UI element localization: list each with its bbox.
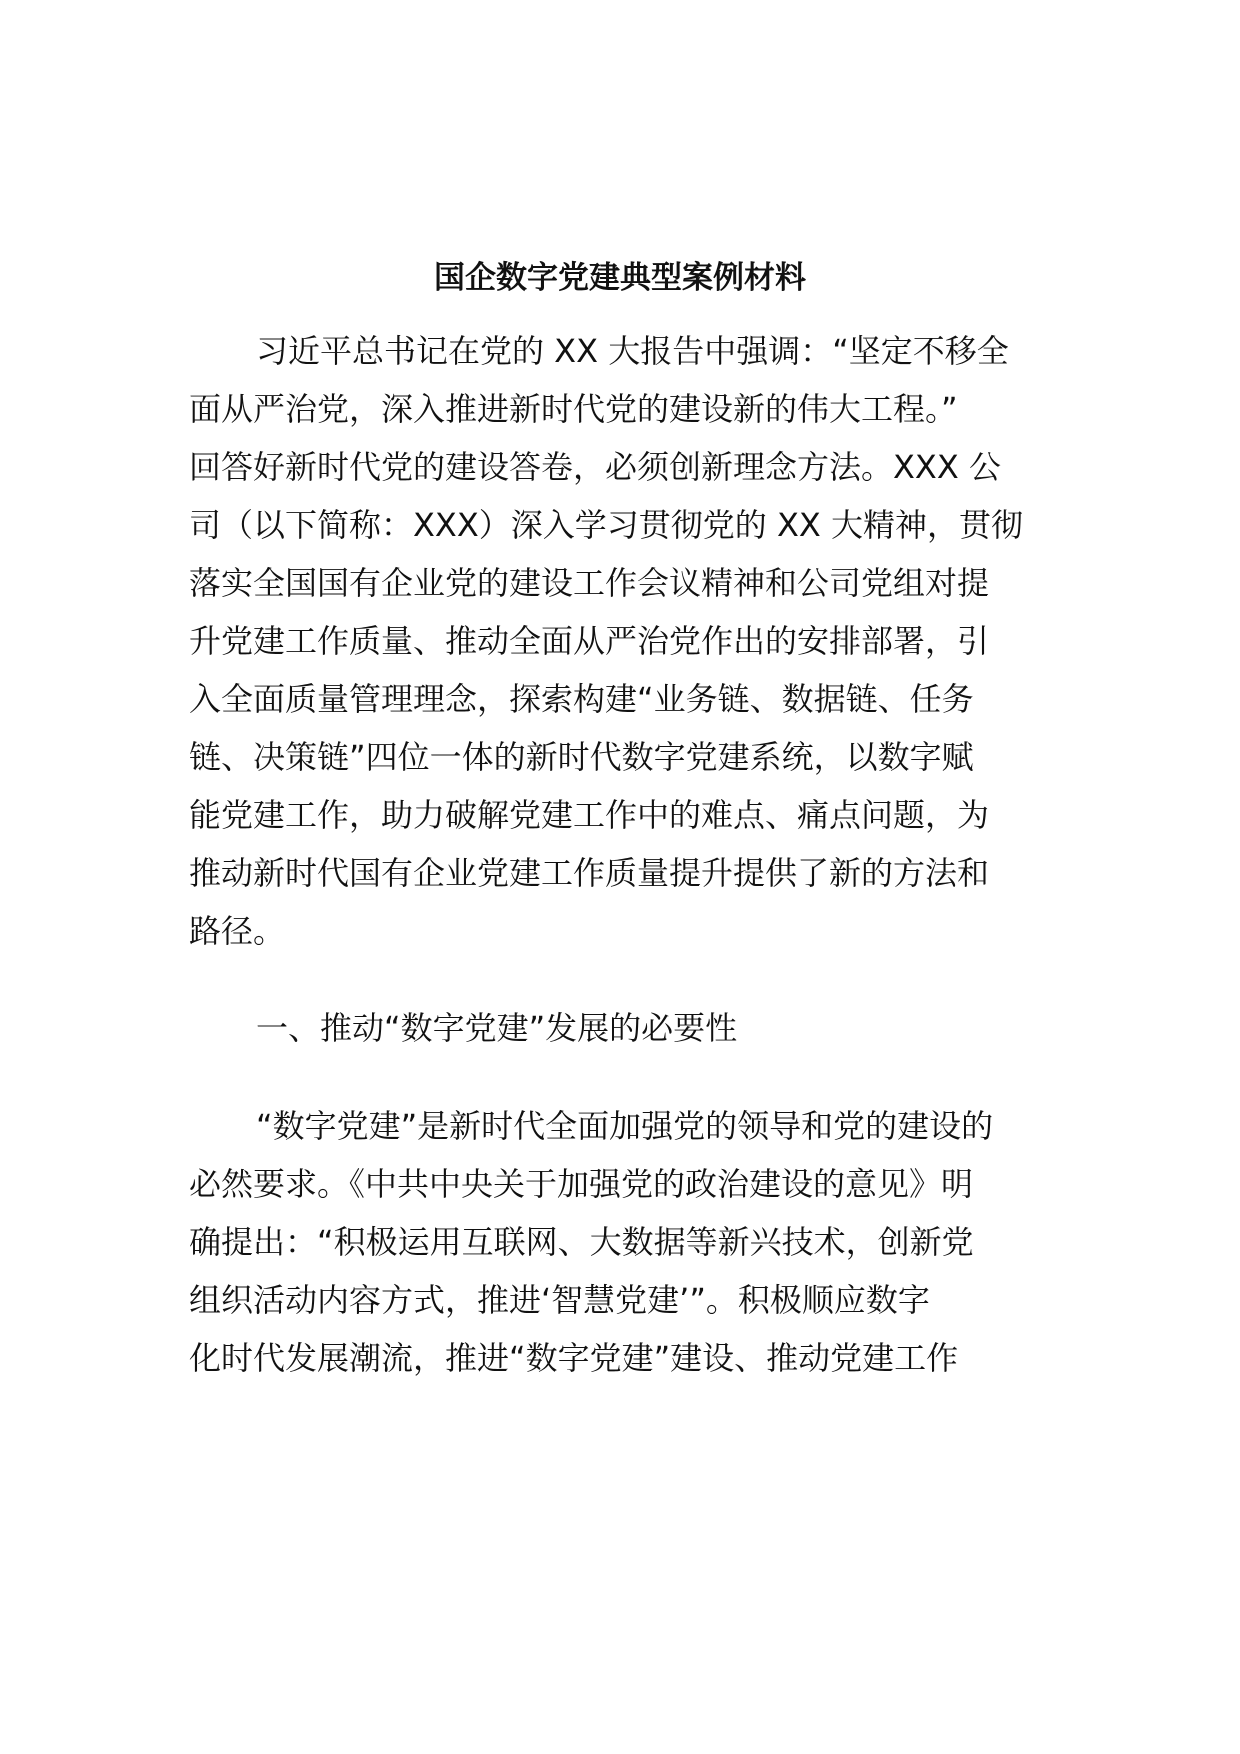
- paragraph-line: 推动新时代国有企业党建工作质量提升提供了新的方法和: [189, 854, 990, 892]
- paragraph-line: 司（以下简称：XXX）深入学习贯彻党的 XX 大精神，贯彻: [189, 506, 1023, 544]
- paragraph-line: 入全面质量管理理念，探索构建“业务链、数据链、任务: [189, 680, 974, 718]
- paragraph-line: 组织活动内容方式，推进‘智慧党建’”。积极顺应数字: [189, 1281, 930, 1319]
- paragraph-line: 确提出：“积极运用互联网、大数据等新兴技术，创新党: [189, 1223, 974, 1261]
- paragraph-line: 路径。: [189, 912, 286, 950]
- paragraph-line: 必然要求。《中共中央关于加强党的政治建设的意见》明: [189, 1165, 974, 1203]
- section-heading: 一、推动“数字党建”发展的必要性: [256, 1009, 738, 1047]
- paragraph-line: 升党建工作质量、推动全面从严治党作出的安排部署，引: [189, 622, 990, 660]
- paragraph-line: 化时代发展潮流，推进“数字党建”建设、推动党建工作: [189, 1339, 959, 1377]
- paragraph-line: 能党建工作，助力破解党建工作中的难点、痛点问题，为: [189, 796, 990, 834]
- document-title: 国企数字党建典型案例材料: [434, 260, 806, 296]
- paragraph-line: 链、决策链”四位一体的新时代数字党建系统，以数字赋: [189, 738, 974, 776]
- paragraph-line: 回答好新时代党的建设答卷，必须创新理念方法。XXX 公: [189, 448, 1001, 486]
- paragraph-line: 面从严治党，深入推进新时代党的建设新的伟大工程。”: [189, 390, 958, 428]
- paragraph-line: 习近平总书记在党的 XX 大报告中强调：“坚定不移全: [256, 332, 1009, 370]
- paragraph-line: “数字党建”是新时代全面加强党的领导和党的建设的: [256, 1107, 994, 1145]
- paragraph-line: 落实全国国有企业党的建设工作会议精神和公司党组对提: [189, 564, 990, 602]
